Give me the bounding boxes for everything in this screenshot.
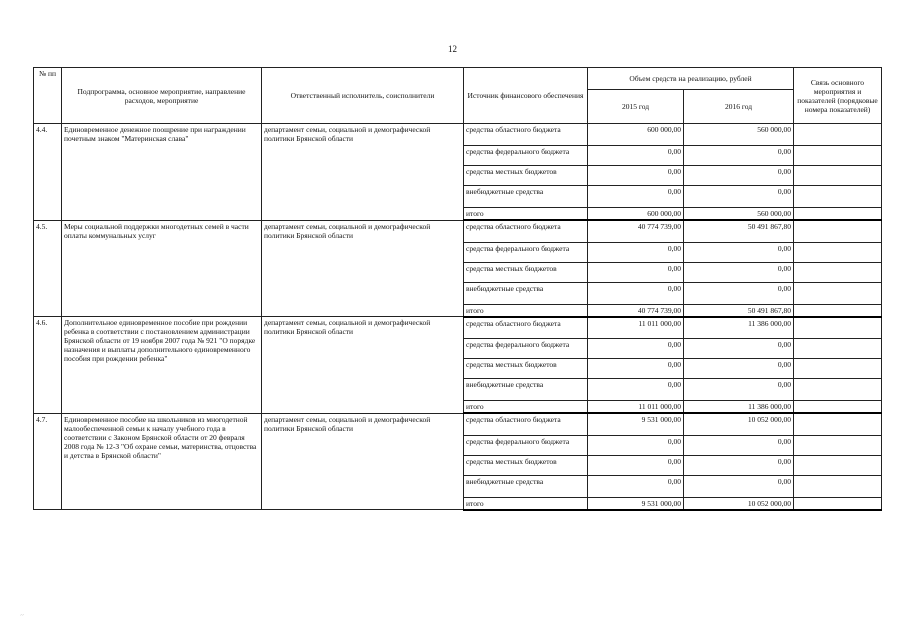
amount-2016: 0,00 [684,475,794,497]
funding-source: итого [464,304,588,317]
funding-source: средства областного бюджета [464,220,588,242]
amount-2016: 0,00 [684,282,794,304]
indicator-link [794,304,882,317]
amount-2016: 10 052 000,00 [684,413,794,435]
amount-2015: 0,00 [588,435,684,455]
amount-2016: 560 000,00 [684,124,794,146]
header-2015: 2015 год [588,90,684,124]
amount-2016: 0,00 [684,435,794,455]
funding-source: внебюджетные средства [464,186,588,208]
indicator-link [794,282,882,304]
amount-2015: 40 774 739,00 [588,220,684,242]
amount-2015: 600 000,00 [588,208,684,221]
executor-name: департамент семьи, социальной и демографической политики Брянской области [262,220,464,317]
table-row [34,220,882,242]
amount-2015: 9 531 000,00 [588,497,684,510]
table-row [34,413,882,435]
executor-name: департамент семьи, социальной и демографической политики Брянской области [262,413,464,510]
amount-2015: 11 011 000,00 [588,401,684,414]
header-link: Связь основного мероприятия и показателей (порядковые номера показателей) [794,68,882,124]
amount-2015: 0,00 [588,282,684,304]
amount-2016: 11 386 000,00 [684,401,794,414]
indicator-link [794,262,882,282]
indicator-link [794,359,882,379]
indicator-link [794,208,882,221]
amount-2015: 0,00 [588,146,684,166]
table-row [34,124,882,146]
amount-2016: 10 052 000,00 [684,497,794,510]
amount-2015: 0,00 [588,186,684,208]
header-2016: 2016 год [684,90,794,124]
stray-mark: ´´ [20,615,24,621]
header-amount: Объем средств на реализацию, рублей [588,68,794,90]
amount-2016: 11 386 000,00 [684,317,794,339]
amount-2016: 50 491 867,80 [684,220,794,242]
header-executor: Ответственный исполнитель, соисполнители [262,68,464,124]
indicator-link [794,242,882,262]
header-source: Источник финансового обеспечения [464,68,588,124]
amount-2015: 0,00 [588,339,684,359]
funding-source: средства федерального бюджета [464,242,588,262]
funding-source: внебюджетные средства [464,282,588,304]
indicator-link [794,317,882,339]
amount-2015: 0,00 [588,262,684,282]
funding-source: внебюджетные средства [464,379,588,401]
indicator-link [794,124,882,146]
amount-2015: 40 774 739,00 [588,304,684,317]
indicator-link [794,146,882,166]
funding-source: средства местных бюджетов [464,455,588,475]
indicator-link [794,379,882,401]
amount-2016: 0,00 [684,455,794,475]
indicator-link [794,475,882,497]
amount-2016: 0,00 [684,166,794,186]
funding-source: итого [464,497,588,510]
funding-source: средства местных бюджетов [464,359,588,379]
indicator-link [794,455,882,475]
funding-source: итого [464,401,588,414]
amount-2016: 0,00 [684,379,794,401]
amount-2015: 600 000,00 [588,124,684,146]
funding-source: итого [464,208,588,221]
program-name: Единовременное пособие на школьников из многодетной малообеспеченной семьи к началу учебного года в соответствии с Законом Брянской области от 20 февраля 2008 года № 12-З "Об охране семьи, материнства, отцовства и детства в Брянской области" [62,413,262,510]
amount-2015: 0,00 [588,455,684,475]
amount-2015: 0,00 [588,475,684,497]
amount-2016: 0,00 [684,339,794,359]
executor-name: департамент семьи, социальной и демографической политики Брянской области [262,317,464,414]
table-row [34,317,882,339]
amount-2016: 560 000,00 [684,208,794,221]
amount-2016: 0,00 [684,146,794,166]
amount-2016: 0,00 [684,262,794,282]
amount-2016: 0,00 [684,242,794,262]
amount-2015: 0,00 [588,379,684,401]
indicator-link [794,220,882,242]
header-num: № пп [34,68,62,124]
amount-2016: 0,00 [684,359,794,379]
indicator-link [794,401,882,414]
program-name: Меры социальной поддержки многодетных семей в части оплаты коммунальных услуг [62,220,262,317]
funding-source: средства федерального бюджета [464,435,588,455]
row-number: 4.7. [34,413,62,510]
indicator-link [794,186,882,208]
funding-source: средства местных бюджетов [464,262,588,282]
amount-2015: 11 011 000,00 [588,317,684,339]
program-name: Единовременное денежное поощрение при награждении почетным знаком "Материнская слава" [62,124,262,221]
page-number: 12 [448,44,457,54]
amount-2016: 50 491 867,80 [684,304,794,317]
funding-source: средства областного бюджета [464,124,588,146]
amount-2015: 0,00 [588,166,684,186]
indicator-link [794,497,882,510]
funding-source: средства федерального бюджета [464,339,588,359]
executor-name: департамент семьи, социальной и демографической политики Брянской области [262,124,464,221]
funding-source: средства федерального бюджета [464,146,588,166]
indicator-link [794,413,882,435]
amount-2015: 0,00 [588,242,684,262]
row-number: 4.4. [34,124,62,221]
indicator-link [794,435,882,455]
row-number: 4.6. [34,317,62,414]
amount-2015: 0,00 [588,359,684,379]
table-body [34,124,882,510]
budget-table [33,67,882,511]
indicator-link [794,339,882,359]
funding-source: средства областного бюджета [464,413,588,435]
program-name: Дополнительное единовременное пособие при рождении ребенка в соответствии с постановлением администрации Брянской области от 19 ноября 2007 года № 921 "О порядке назначения и выплаты дополнительного единовременного пособия при рождении ребенка" [62,317,262,414]
funding-source: средства местных бюджетов [464,166,588,186]
row-number: 4.5. [34,220,62,317]
amount-2015: 9 531 000,00 [588,413,684,435]
funding-source: внебюджетные средства [464,475,588,497]
funding-source: средства областного бюджета [464,317,588,339]
indicator-link [794,166,882,186]
amount-2016: 0,00 [684,186,794,208]
header-program: Подпрограмма, основное мероприятие, направление расходов, мероприятие [62,68,262,124]
